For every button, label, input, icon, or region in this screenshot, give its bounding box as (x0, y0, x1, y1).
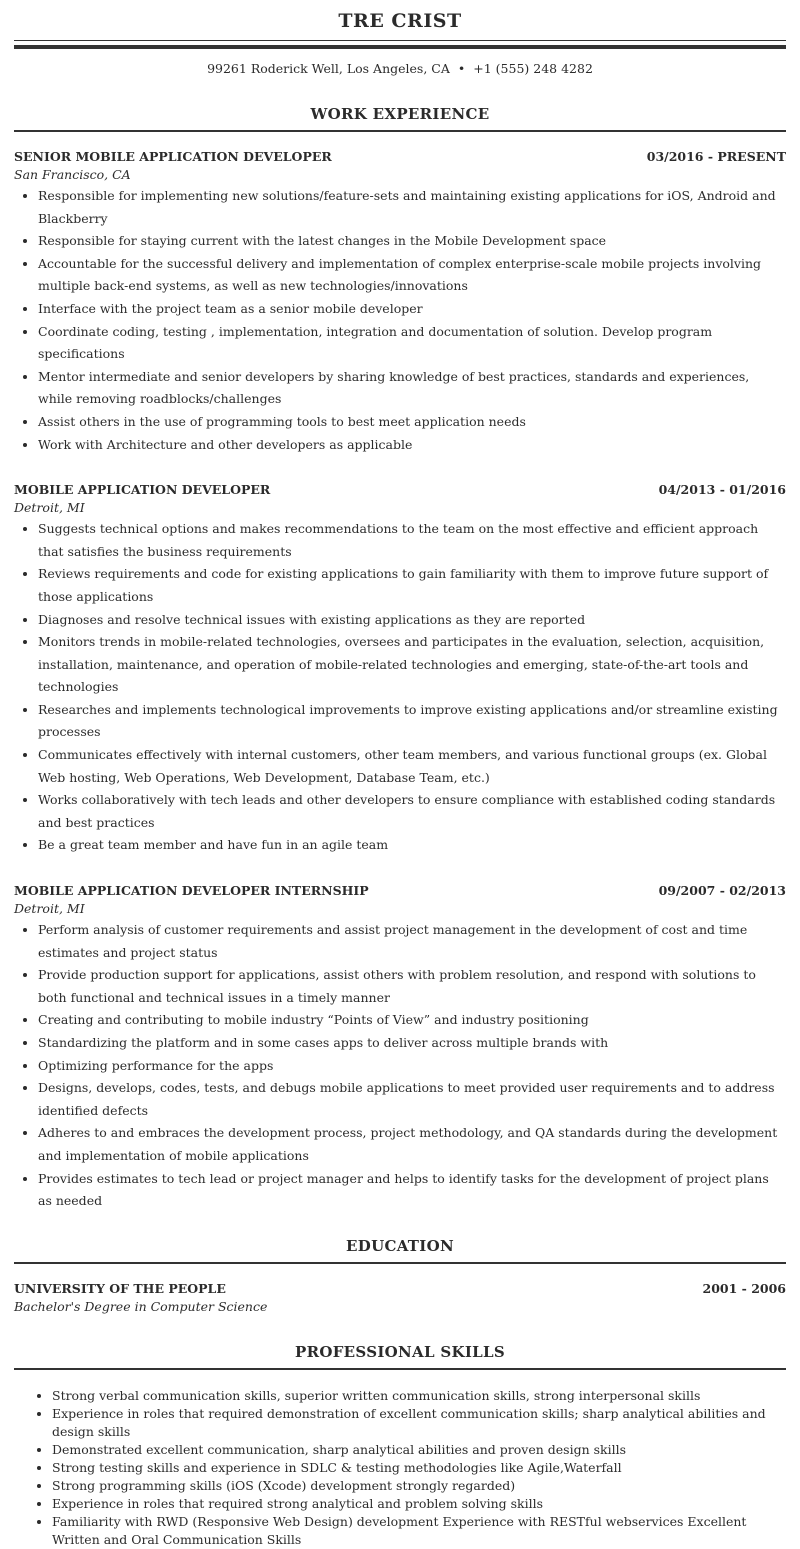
duty-item: • Responsible for staying current with the latest changes in the Mobile Development space (38, 230, 786, 253)
job-duties (14, 919, 786, 1213)
duty-item: • Provide production support for applications, assist others with problem resolution, and respond with solutions to both functional and technical issues in a timely manner (38, 964, 786, 1009)
school-name: UNIVERSITY OF THE PEOPLE (14, 1280, 226, 1296)
section-title-professional-skills: PROFESSIONAL SKILLS (14, 1343, 786, 1370)
skill-item: • Familiarity with RWD (Responsive Web Design) development Experience with RESTful webservices Excellent Written and Oral Communication Skills (52, 1513, 786, 1549)
duty-item: • Be a great team member and have fun in an agile team (38, 834, 786, 857)
skill-item: • Strong programming skills (iOS (Xcode) development strongly regarded) (52, 1477, 786, 1495)
skill-item: • Demonstrated excellent communication, sharp analytical abilities and proven design skills (52, 1441, 786, 1459)
section-title-work-experience: WORK EXPERIENCE (14, 105, 786, 132)
job-location: San Francisco, CA (14, 167, 131, 182)
skill-item: • Strong testing skills and experience in SDLC & testing methodologies like Agile,Waterfall (52, 1459, 786, 1477)
job-title: MOBILE APPLICATION DEVELOPER INTERNSHIP (14, 883, 369, 899)
job-location: Detroit, MI (14, 901, 85, 917)
duty-item: • Works collaboratively with tech leads and other developers to ensure compliance with established coding standards and best practices (38, 789, 786, 834)
duty-item: • Provides estimates to tech lead or project manager and helps to identify tasks for the development of project plans as needed (38, 1168, 786, 1213)
duty-item: • Creating and contributing to mobile industry “Points of View” and industry positioning (38, 1009, 786, 1032)
education-section (14, 1237, 786, 1317)
header-divider-thick (14, 45, 786, 49)
work-experience-section (14, 105, 786, 1213)
job-entry (14, 482, 786, 857)
header-divider-thin (14, 40, 786, 43)
job-entry (14, 149, 786, 456)
job-duties (14, 185, 786, 456)
duty-item: • Mentor intermediate and senior developers by sharing knowledge of best practices, standards and experiences, while removing roadblocks/challenges (38, 366, 786, 411)
job-dates: 03/2016 - PRESENT (646, 149, 786, 164)
duty-item: • Monitors trends in mobile-related technologies, oversees and participates in the evaluation, selection, acquisition, installation, maintenance, and operation of mobile-related technologies and emerging, state-of-the-art tools and technologies (38, 631, 786, 699)
duty-item: • Accountable for the successful delivery and implementation of complex enterprise-scale mobile projects involving multiple back-end systems, as well as new technologies/innovations (38, 253, 786, 298)
duty-item: • Researches and implements technological improvements to improve existing applications and/or streamline existing processes (38, 699, 786, 744)
duty-item: • Suggests technical options and makes recommendations to the team on the most effective and efficient approach that satisfies the business requirements (38, 518, 786, 563)
education-dates: 2001 - 2006 (702, 1280, 786, 1296)
skills-list (14, 1387, 786, 1549)
duty-item: • Designs, develops, codes, tests, and debugs mobile applications to meet provided user requirements and to address identified defects (38, 1077, 786, 1122)
address: 99261 Roderick Well, Los Angeles, CA (207, 61, 450, 76)
duty-item: • Diagnoses and resolve technical issues with existing applications as they are reported (38, 609, 786, 632)
skill-item: • Experience in roles that required demonstration of excellent communication skills; sharp analytical abilities and design skills (52, 1405, 786, 1441)
section-title-education: EDUCATION (14, 1237, 786, 1264)
contact-line (14, 61, 786, 81)
education-entry (14, 1281, 786, 1317)
phone: +1 (555) 248 4282 (473, 61, 593, 76)
duty-item: • Work with Architecture and other developers as applicable (38, 434, 786, 457)
duty-item: • Reviews requirements and code for existing applications to gain familiarity with them to improve future support of those applications (38, 563, 786, 608)
degree: Bachelor's Degree in Computer Science (14, 1298, 268, 1314)
job-duties (14, 518, 786, 857)
job-location: Detroit, MI (14, 500, 85, 516)
duty-item: • Assist others in the use of programming tools to best meet application needs (38, 411, 786, 434)
job-header (14, 149, 786, 167)
duty-item: • Optimizing performance for the apps (38, 1055, 786, 1078)
job-dates: 09/2007 - 02/2013 (658, 883, 786, 899)
duty-item: • Adheres to and embraces the development process, project methodology, and QA standards during the development and implementation of mobile applications (38, 1122, 786, 1167)
job-header (14, 883, 786, 901)
contact-separator: • (457, 61, 466, 76)
job-dates: 04/2013 - 01/2016 (658, 482, 786, 498)
job-entry (14, 883, 786, 1213)
job-title: MOBILE APPLICATION DEVELOPER (14, 482, 271, 498)
skill-item: • Strong verbal communication skills, superior written communication skills, strong interpersonal skills (52, 1387, 786, 1405)
duty-item: • Perform analysis of customer requirements and assist project management in the development of cost and time estimates and project status (38, 919, 786, 964)
candidate-name: TRE CRIST (338, 10, 462, 32)
skills-section (14, 1343, 786, 1549)
duty-item: • Standardizing the platform and in some cases apps to deliver across multiple brands with (38, 1032, 786, 1055)
job-header (14, 482, 786, 500)
duty-item: • Interface with the project team as a senior mobile developer (38, 298, 786, 321)
education-header (14, 1281, 786, 1299)
skill-item: • Experience in roles that required strong analytical and problem solving skills (52, 1495, 786, 1513)
duty-item: • Responsible for implementing new solutions/feature-sets and maintaining existing applications for iOS, Android and Blackberry (38, 185, 786, 230)
job-title: SENIOR MOBILE APPLICATION DEVELOPER (14, 149, 332, 164)
duty-item: • Coordinate coding, testing , implementation, integration and documentation of solution. Develop program specifications (38, 321, 786, 366)
duty-item: • Communicates effectively with internal customers, other team members, and various functional groups (ex. Global Web hosting, Web Operations, Web Development, Database Team, etc.) (38, 744, 786, 789)
